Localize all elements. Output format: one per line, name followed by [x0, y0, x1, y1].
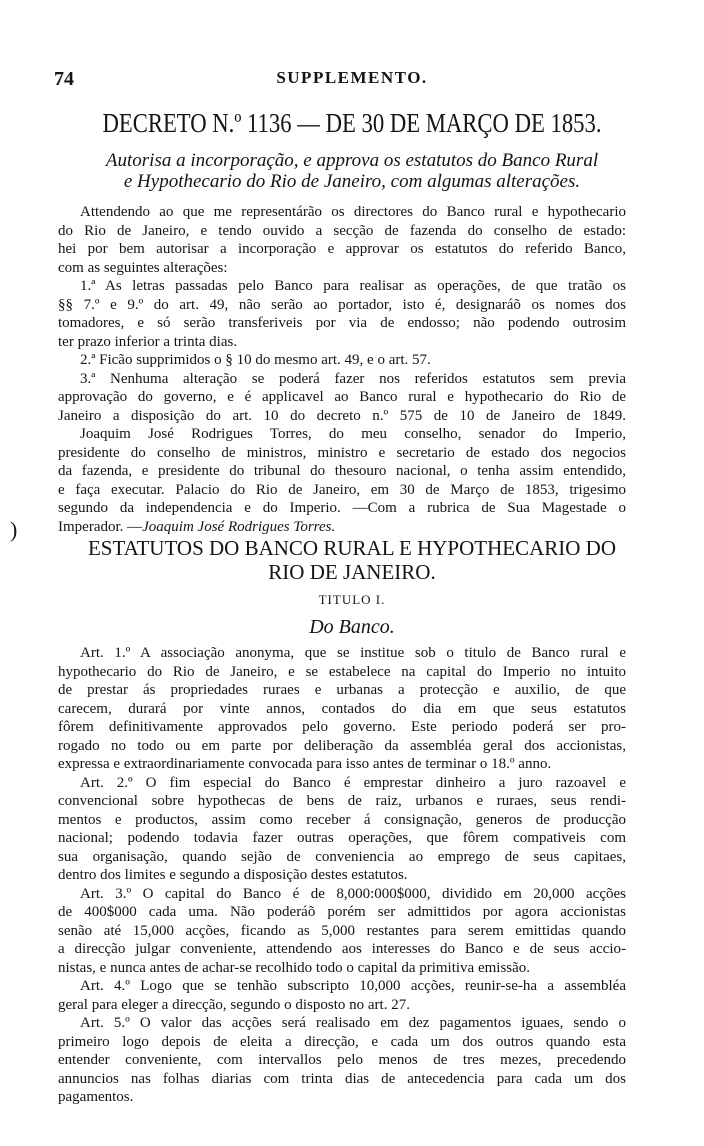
text-line: Janeiro a disposição do art. 10 do decreto n.º 575 de 10 de Janeiro de 1849. [58, 407, 626, 424]
text-line: sua organisação, quando sejão de conveniencia ao emprego de seus capitaes, [58, 848, 626, 865]
decree-title: DECRETO N.º 1136 — DE 30 DE MARÇO DE 1853. [102, 108, 602, 138]
decree-subtitle-line: Autorisa a incorporação, e approva os estatutos do Banco Rural [105, 150, 599, 171]
text-line: ter prazo inferior a trinta dias. [58, 333, 238, 350]
text-line: Art. 5.º O valor das acções será realisado em dez pagamentos iguaes, sendo o [80, 1015, 626, 1031]
page-number: 74 [54, 68, 74, 90]
text-line: de prestar ás propriedades ruraes e urbanas a protecção e auxilio, de que [58, 682, 626, 698]
text-line: de 400$000 cada uma. Não poderáõ porém ser admittidos por agora accionistas [58, 904, 626, 920]
text-line: §§ 7.º e 9.º do art. 49, não serão ao portador, isto é, designaráõ os nomes dos [58, 296, 626, 313]
text-line: a direcção julgar conveniente, attendendo aos interesses do Banco e de seus accio- [58, 941, 626, 957]
text-line: nistas, e nunca antes de achar-se recolhido todo o capital da primitiva emissão. [58, 959, 531, 976]
text-line: rogado no todo ou em parte por deliberação da assembléa geral dos accionistas, [58, 737, 626, 754]
text-line: geral para eleger a direcção, segundo o disposto no art. 27. [58, 996, 410, 1013]
text-line: senão até 15,000 acções, ficando as 5,000 restantes para serem emittidas quando [58, 922, 626, 939]
text-line: segundo da independencia e do Imperio. —Com a rubrica de Sua Magestade o [58, 500, 626, 516]
title-number: TITULO I. [318, 592, 386, 607]
text-line: da fazenda, e presidente do tribunal do thesouro nacional, o tenha assim entendido, [58, 463, 626, 479]
statute-heading [0, 536, 704, 584]
text-line: hei por bem autorisar a incorporação e approvar os estatutos do referido Banco, [58, 241, 626, 257]
text-line: e faça executar. Palacio do Rio de Janeiro, em 30 de Março de 1853, trigesimo [58, 481, 626, 498]
text-line: Joaquim José Rodrigues Torres, do meu conselho, senador do Imperio, [80, 426, 626, 442]
text-line: hypothecario do Rio de Janeiro, e se estabelece na capital do Imperio no intuito [58, 663, 626, 680]
text-line: presidente do conselho de ministros, ministro e secretario de estado dos negocios [58, 444, 626, 461]
decree-subtitle-line: e Hypothecario do Rio de Janeiro, com algumas alterações. [123, 171, 581, 192]
text-line: do Rio de Janeiro, e tendo ouvido a secção de fazenda do conselho de estado: [58, 222, 626, 239]
text-line: tomadores, e só serão transferiveis por via de endosso; não podendo outrosim [58, 315, 626, 331]
text-line: annuncios nas folhas diarias com trinta dias de antecedencia para cada um dos [58, 1070, 626, 1087]
text-line: 3.ª Nenhuma alteração se poderá fazer nos referidos estatutos sem previa [80, 370, 626, 387]
text-line: convencional sobre hypothecas de bens de raiz, urbanos e ruraes, seus rendi- [58, 793, 626, 809]
text-line: approvação do governo, e é applicavel ao Banco rural e hypothecario do Rio de [58, 389, 626, 405]
text-line: fôrem definitivamente approvados pelo governo. Este periodo poderá ser pro- [58, 719, 626, 735]
text-line: com as seguintes alterações: [58, 259, 228, 276]
text-line: primeiro logo depois de eleita a direcção, e cada um dos outros quando esta [58, 1033, 626, 1050]
margin-mark: ) [10, 517, 18, 542]
section-title: Do Banco. [309, 616, 395, 638]
text-line: 2.ª Ficão supprimidos o § 10 do mesmo art. 49, e o art. 57. [80, 352, 431, 368]
closing-line [58, 518, 626, 537]
text-line: pagamentos. [58, 1089, 134, 1105]
closing-prefix: Imperador. — [58, 518, 143, 535]
text-line: Art. 1.º A associação anonyma, que se institue sob o titulo de Banco rural e [80, 645, 626, 661]
text-line: 1.ª As letras passadas pelo Banco para realisar as operações, de que tratão os [80, 278, 626, 294]
text-line: Attendendo ao que me representárão os directores do Banco rural e hypothecario [80, 204, 626, 220]
text-line: Art. 2.º O fim especial do Banco é emprestar dinheiro a juro razoavel e [80, 774, 626, 791]
text-line: Art. 3.º O capital do Banco é de 8,000:000$000, dividido em 20,000 acções [80, 885, 626, 902]
statute-body [58, 644, 626, 1107]
statute-heading-line: ESTATUTOS DO BANCO RURAL E HYPOTHECARIO DO [87, 536, 616, 560]
text-line: entender conveniente, com intervallos pelo menos de tres mezes, precedendo [58, 1052, 626, 1068]
text-line: nacional; podendo todavia fazer outras operações, que fôrem compativeis com [58, 830, 626, 846]
decree-body [58, 203, 626, 536]
text-line: Art. 4.º Logo que se tenhão subscripto 10,000 acções, reunir-se-ha a assembléa [80, 978, 626, 994]
running-head: SUPPLEMENTO. [276, 68, 428, 87]
text-line: carecem, durará por vinte annos, contados do dia em que seus estatutos [58, 700, 626, 717]
text-line: mentos e productos, assim como receber á consignação, generos de producção [58, 811, 626, 828]
text-line: expressa e extraordinariamente convocada para isso antes de terminar o 18.º anno. [58, 756, 552, 772]
signature: Joaquim José Rodrigues Torres. [142, 518, 336, 535]
text-line: dentro dos limites e segundo a disposição destes estatutos. [58, 867, 408, 883]
statute-heading-line: RIO DE JANEIRO. [268, 560, 436, 584]
